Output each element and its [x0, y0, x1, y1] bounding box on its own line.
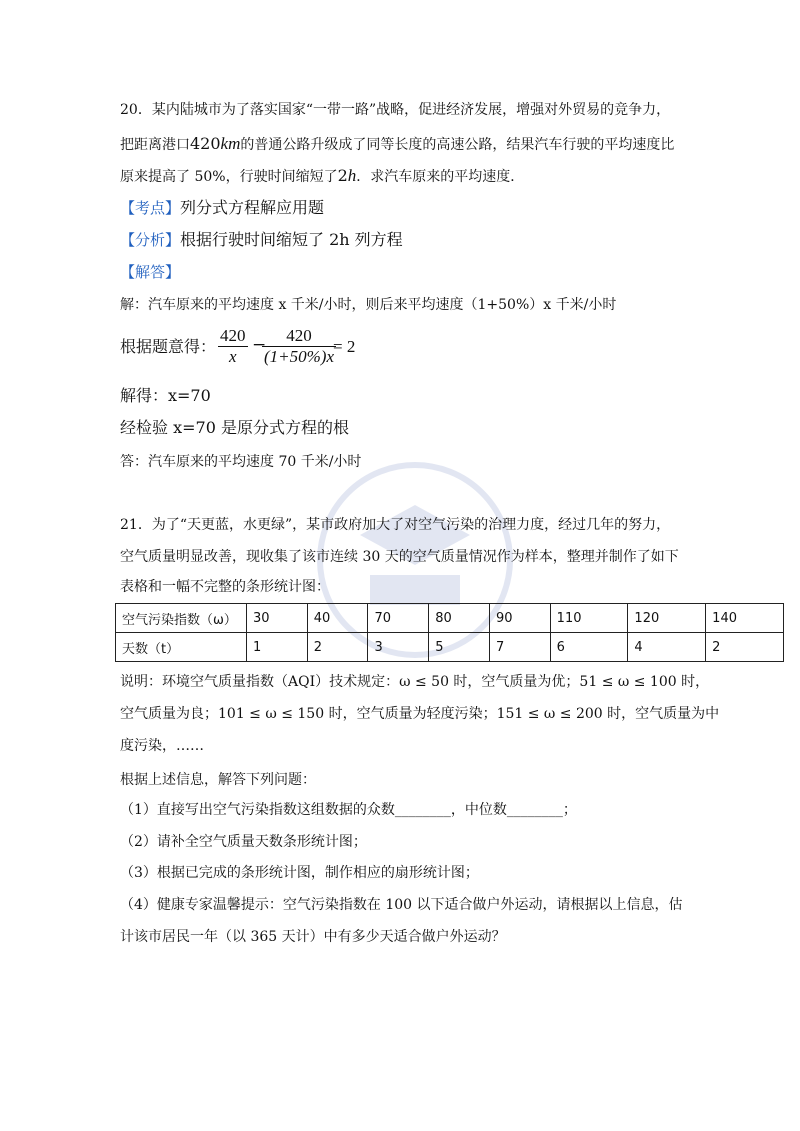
note-line-3: 度污染，…… — [120, 738, 204, 754]
q21-line-1: 21．为了“天更蓝，水更绿”，某市政府加大了对空气污染的治理力度，经过几年的努力， — [120, 517, 671, 533]
fraction-1-denominator: x — [228, 347, 237, 366]
table-cell: 110 — [550, 604, 628, 633]
kaodian-line — [120, 198, 324, 219]
fraction-2-denominator: (1+50%)x — [264, 347, 335, 366]
equation-label: 根据题意得： — [120, 337, 217, 356]
solution-line-2: 解得：x=70 — [120, 386, 211, 405]
kaodian-text: 列分式方程解应用题 — [180, 198, 325, 217]
jieda-tag: 【解答】 — [120, 263, 181, 281]
q20-line-2-b: 的普通公路升级成了同等长度的高速公路，结果汽车行驶的平均速度比 — [240, 137, 675, 153]
table-cell: 6 — [550, 633, 628, 662]
air-quality-table — [115, 603, 784, 662]
equation-fraction-2 — [262, 326, 336, 367]
solution-line-1: 解：汽车原来的平均速度 x 千米/小时，则后来平均速度（1+50%）x 千米/小时 — [120, 297, 617, 313]
fraction-1-numerator: 420 — [220, 326, 246, 345]
part-4-line-1: （4）健康专家温馨提示：空气污染指数在 100 以下适合做户外运动，请根据以上信息，估 — [120, 897, 683, 913]
table-cell: 70 — [368, 604, 429, 633]
note-line-1: 说明：环境空气质量指数（AQI）技术规定：ω ≤ 50 时，空气质量为优；51 ≤ ω ≤ 100 时， — [120, 674, 710, 690]
q20-line-2 — [120, 134, 674, 155]
table-cell: 2 — [706, 633, 784, 662]
table-cell: 7 — [489, 633, 550, 662]
kaodian-tag: 【考点】 — [120, 199, 181, 217]
q20-distance-value: 420 — [190, 134, 221, 153]
q21-line-3: 表格和一幅不完整的条形统计图： — [120, 579, 330, 595]
q20-time-unit: h — [347, 166, 357, 185]
solution-line-3: 经检验 x=70 是原分式方程的根 — [120, 418, 349, 437]
q20-distance-unit: km — [220, 134, 241, 153]
table-cell: 40 — [307, 604, 368, 633]
equation-rhs: = 2 — [333, 337, 356, 356]
table-cell: 5 — [429, 633, 490, 662]
table-cell: 90 — [489, 604, 550, 633]
part-3: （3）根据已完成的条形统计图，制作相应的扇形统计图； — [120, 865, 479, 881]
q20-line-1: 20．某内陆城市为了落实国家“一带一路”战略，促进经济发展，增强对外贸易的竞争力， — [120, 102, 671, 118]
table-cell: 120 — [628, 604, 706, 633]
note-line-2: 空气质量为良；101 ≤ ω ≤ 150 时，空气质量为轻度污染；151 ≤ ω ≤ 200 时，空气质量为中 — [120, 706, 720, 722]
part-1: （1）直接写出空气污染指数这组数据的众数________，中位数________； — [120, 802, 577, 818]
table-cell: 2 — [307, 633, 368, 662]
table-cell: 80 — [429, 604, 490, 633]
q20-line-2-a: 把距离港口 — [120, 137, 190, 153]
equation-fraction-1 — [218, 326, 248, 367]
q20-line-3-a: 原来提高了 50%，行驶时间缩短了 — [120, 169, 338, 185]
table-row — [116, 604, 784, 633]
fenxi-text: 根据行驶时间缩短了 2h 列方程 — [180, 230, 403, 249]
table-cell: 4 — [628, 633, 706, 662]
jieda-line — [120, 262, 180, 283]
part-2: （2）请补全空气质量天数条形统计图； — [120, 834, 367, 850]
fenxi-tag: 【分析】 — [120, 231, 181, 249]
table-cell: 空气污染指数（ω） — [116, 604, 247, 633]
fenxi-line — [120, 230, 403, 251]
q21-line-2: 空气质量明显改善，现收集了该市连续 30 天的空气质量情况作为样本，整理并制作了如下 — [120, 549, 679, 565]
table-cell: 1 — [247, 633, 308, 662]
table-cell: 天数（t） — [116, 633, 247, 662]
table-row — [116, 633, 784, 662]
part-4-line-2: 计该市居民一年（以 365 天计）中有多少天适合做户外运动？ — [120, 929, 506, 945]
answer-line: 答：汽车原来的平均速度 70 千米/小时 — [120, 454, 362, 470]
equation-minus: − — [252, 335, 267, 355]
intro-line: 根据上述信息，解答下列问题： — [120, 772, 316, 788]
table-cell: 140 — [706, 604, 784, 633]
table-cell: 3 — [368, 633, 429, 662]
fraction-2-numerator: 420 — [286, 326, 312, 345]
table-cell: 30 — [247, 604, 308, 633]
q20-time-value: 2 — [337, 166, 348, 185]
q20-line-3 — [120, 166, 524, 187]
q20-line-3-b: ．求汽车原来的平均速度． — [356, 169, 525, 185]
